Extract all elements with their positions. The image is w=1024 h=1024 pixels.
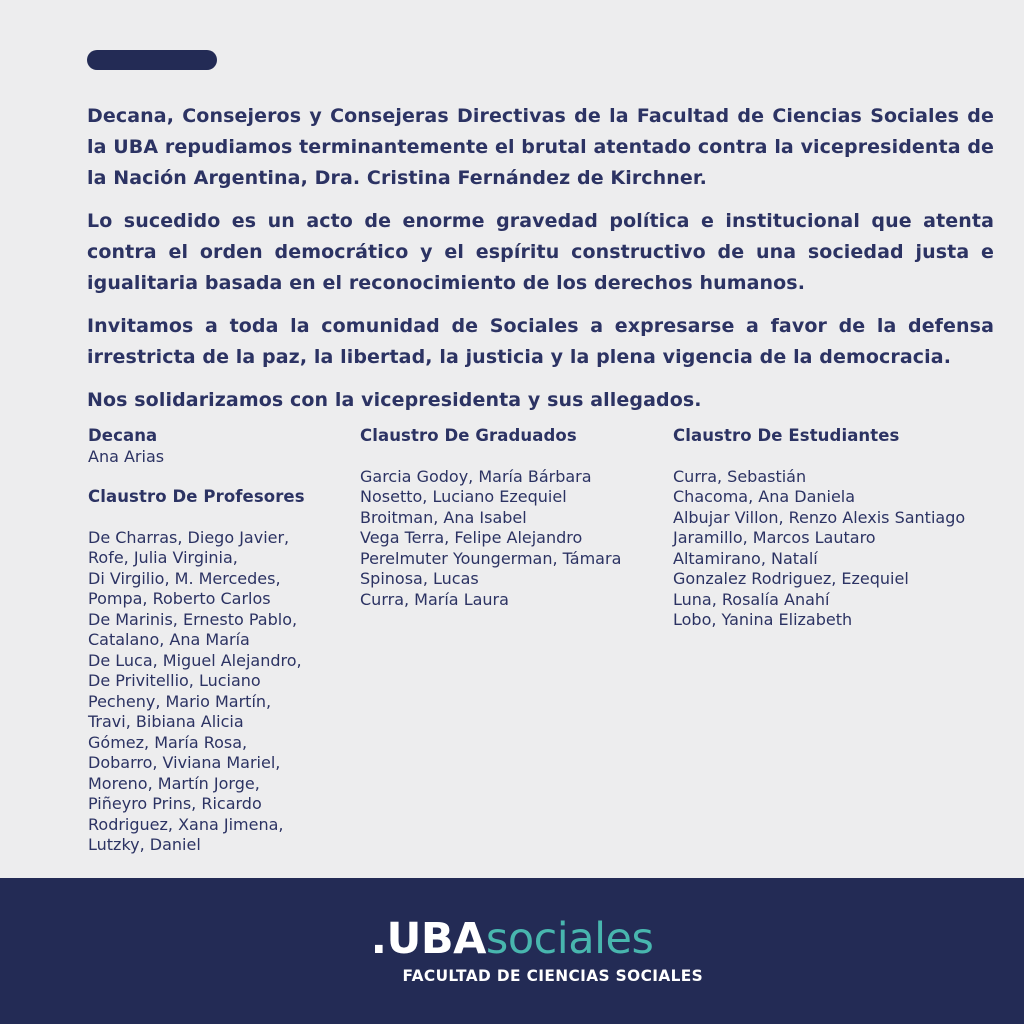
signatory-name: Gómez, María Rosa, <box>88 732 248 752</box>
decana-name-list <box>88 447 360 468</box>
signatory-name: Jaramillo, Marcos Lautaro <box>673 528 876 547</box>
accent-bar <box>87 50 217 70</box>
signatory-name: Moreno, Martín Jorge, <box>88 773 260 793</box>
statement-paragraph-1: Decana, Consejeros y Consejeras Directivas de la Facultad de Ciencias Sociales de la UBA repudiamos terminantemente el brutal atentado contra la vicepresidenta de la Nación Argentina, Dra. Cristina Fernández de Kirchner. <box>87 105 995 189</box>
statement-paragraph-4: Nos solidarizamos con la vicepresidenta y sus allegados. <box>87 389 702 411</box>
statement-body <box>87 101 994 428</box>
statement-paragraph-3: Invitamos a toda la comunidad de Sociales a expresarse a favor de la defensa irrestricta de la paz, la libertad, la justicia y la plena vigencia de la democracia. <box>87 315 994 368</box>
statement-paragraph-2: Lo sucedido es un acto de enorme gravedad política e institucional que atenta contra el orden democrático y el espíritu constructivo de una sociedad justa e igualitaria basada en el reconocimiento de los derechos humanos. <box>87 210 994 294</box>
signatory-name: Nosetto, Luciano Ezequiel <box>360 487 567 506</box>
logo-uba-text: .UBA <box>370 913 486 964</box>
signatory-name: Di Virgilio, M. Mercedes, <box>88 568 281 588</box>
signatory-name: De Luca, Miguel Alejandro, <box>88 650 302 670</box>
signatory-name: De Privitellio, Luciano <box>88 671 261 690</box>
signatory-name: Curra, Sebastián <box>673 466 807 486</box>
signatory-name: Piñeyro Prins, Ricardo <box>88 794 262 813</box>
estudiantes-name-list <box>673 467 994 631</box>
signatory-name: Spinosa, Lucas <box>360 569 479 588</box>
signatory-name: Travi, Bibiana Alicia <box>88 712 244 731</box>
signatory-name: Chacoma, Ana Daniela <box>673 487 856 506</box>
signatory-name: Ana Arias <box>88 446 165 466</box>
section-decana <box>88 426 360 467</box>
uba-sociales-logo <box>370 913 704 985</box>
signatory-name: Vega Terra, Felipe Alejandro <box>360 528 583 547</box>
signatory-name: Catalano, Ana María <box>88 630 250 649</box>
section-heading-estudiantes: Claustro De Estudiantes <box>673 426 900 445</box>
graduados-name-list <box>360 467 673 611</box>
signatory-name: Luna, Rosalía Anahí <box>673 589 830 609</box>
logo-wordmark <box>370 913 654 964</box>
signatory-name: Gonzalez Rodriguez, Ezequiel <box>673 569 909 588</box>
section-heading-decana: Decana <box>88 426 158 445</box>
signatory-name: Lobo, Yanina Elizabeth <box>673 610 853 629</box>
signatory-name: Broitman, Ana Isabel <box>360 507 527 527</box>
signatory-name: Pompa, Roberto Carlos <box>88 589 271 608</box>
signatory-name: Lutzky, Daniel <box>88 835 201 854</box>
section-profesores <box>88 487 360 856</box>
signatories-columns <box>88 426 994 856</box>
logo-sociales-text: sociales <box>485 913 654 964</box>
signatory-name: Rodriguez, Xana Jimena, <box>88 814 284 834</box>
signatory-name: Curra, María Laura <box>360 589 509 609</box>
signatory-name: Dobarro, Viviana Mariel, <box>88 753 281 772</box>
signatory-name: Rofe, Julia Virginia, <box>88 548 238 567</box>
signatory-name: Albujar Villon, Renzo Alexis Santiago <box>673 507 966 527</box>
column-graduados <box>360 426 673 856</box>
profesores-name-list <box>88 528 360 856</box>
section-heading-graduados: Claustro De Graduados <box>360 426 577 445</box>
signatory-name: Pecheny, Mario Martín, <box>88 691 272 711</box>
signatory-name: Garcia Godoy, María Bárbara <box>360 466 592 486</box>
signatory-name: De Charras, Diego Javier, <box>88 527 290 547</box>
column-estudiantes <box>673 426 994 856</box>
signatory-name: Perelmuter Youngerman, Támara <box>360 548 622 568</box>
logo-subtitle: FACULTAD DE CIENCIAS SOCIALES <box>402 965 704 985</box>
signatory-name: De Marinis, Ernesto Pablo, <box>88 609 298 629</box>
column-decana-profesores <box>88 426 360 856</box>
footer <box>0 878 1024 1024</box>
section-heading-profesores: Claustro De Profesores <box>88 487 305 506</box>
signatory-name: Altamirano, Natalí <box>673 548 818 568</box>
